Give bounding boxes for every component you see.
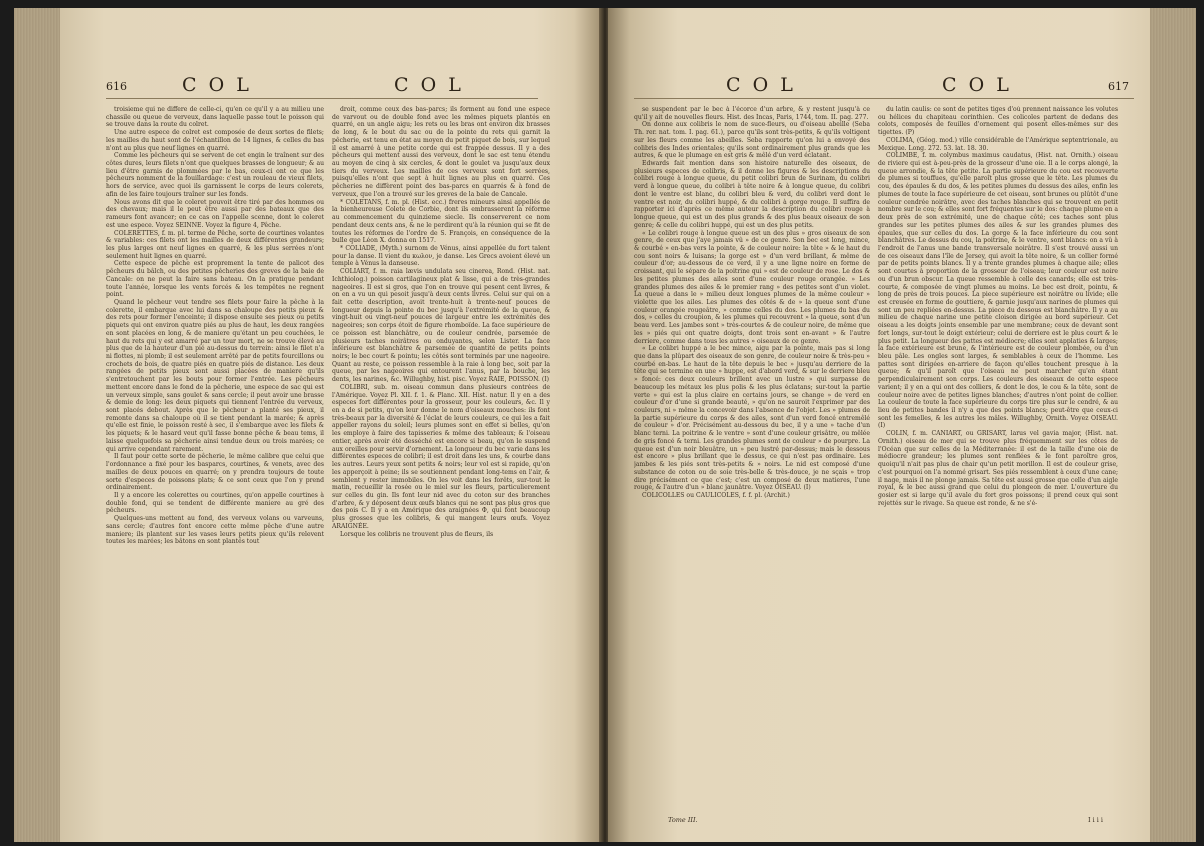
left-col1-para: Une autre espece de colret est composée de deux sortes de filets; les mailles du haut sont de l'échantillon de 14 lignes, & celles du bas n'ont au plus que neuf lignes en quarré. bbox=[106, 129, 324, 152]
left-col2-para: COLIBRI, sub. m. oiseau commun dans plusieurs contrées de l'Amérique. Voyez Pl. XII. f. 1. & Planc. XII. Hist. natur. Il y en a des especes fort différentes pour la grosseur, pour les couleurs, &c. Il y en a de si petits, qu'on leur donne le nom d'oiseaux mouches: ils font très-beaux par la diversité & l'éclat de leurs couleurs, ce qui les a fait appeller rayons du soleil; leurs plumes sont en effet si belles, qu'on les employe à faire des tapisseries & même des tableaux; & l'oiseau entier, après avoir été desséché est encore si beau, qu'on le suspend aux oreilles pour servir d'ornement. La longueur du bec varie dans les différentes especes de colibri; il est droit dans les uns, & courbe dans les autres. Leurs yeux sont petits & noirs; leur vol est si rapide, qu'on les apperçoit à peine; ils se soutiennent pendant long-tems en l'air, & semblent y rester immobiles. On les voit dans les forêts, sur-tout le matin, recueillir la rosée ou le miel sur les fleurs, particulierement sur celles du gin. Ils font leur nid avec du coton sur des branches d'arbre, & y déposent deux œufs blancs qui ne sont pas plus gros que des pois C. Il y a en Amérique des araignées Φ, qui font beaucoup plus grosses que les colibris, & qui mangent leurs œufs. Voyez ARAIGNÉE. bbox=[332, 383, 550, 530]
right-col1-para: On donne aux colibris le nom de suce-fleurs, ou d'oiseau abeille (Seba Th. rer. nat. tom. I. pag. 61.), parce qu'ils sont très-petits, & qu'ils voltigent sur les fleurs comme les abeilles. Seba rapporte qu'on lui a envoyé des colibris des Indes orientales; qu'ils sont ordinairement plus grands que les autres, & que le plumage en est gris & mêlé d'un verd éclatant. bbox=[634, 121, 870, 160]
left-page bbox=[14, 8, 602, 842]
left-col2-para: * COLETANS, f. m. pl. (Hist. ecc.) freres mineurs ainsi appellés de la bienheureuse Colete de Corbie, dont ils embrasserent la réforme au commencement du quinzieme siecle. Ils conserverent ce nom pendant deux cents ans, & ne le perdirent qu'à la réunion qui se fit de toutes les réformes de l'ordre de S. François, en conséquence de la bulle que Léon X. donna en 1517. bbox=[332, 198, 550, 245]
left-col1-para: troisieme qui ne differe de celle-ci, qu'en ce qu'il y a au milieu une chassile ou queue de verveux, dans laquelle passe tout le poisson qui se trouve dans la route du colret. bbox=[106, 106, 324, 129]
right-column-1 bbox=[634, 106, 870, 806]
book-spread bbox=[14, 8, 1196, 842]
right-col1-para: se suspendent par le bec à l'écorce d'un arbre, & y restent jusqu'à ce qu'il y ait de nouvelles fleurs. Hist. des Incas, Paris, 1744, tom. II. pag. 277. bbox=[634, 106, 870, 121]
left-col1-para: COLERETTES, f. m. pl. terme de Pêche, sorte de courtines volantes & variables: ces filets ont les mailles de deux différentes grandeurs; les plus larges ont neuf lignes en quarré, & les plus serrées n'ont seulement huit lignes en quarré. bbox=[106, 229, 324, 260]
left-col1-para: Nous avons dit que le coleret pouvoit être tiré par des hommes ou des chevaux; mais il le peut être aussi par des bateaux que des rameurs font avancer; en ce cas on l'appelle scenne, dont le coleret est une espece. Voyez SEINNE. Voyez la figure 4, Pêche. bbox=[106, 198, 324, 229]
right-col2-para: COLIMBE, f. m. colymbus maximus caudatus, (Hist. nat. Ornith.) oiseau de riviere qui est à-peu-près de la grosseur d'une oie. Il a le corps alongé, la queue arrondie, & la tête petite. La partie supérieure du cou est recouverte de plumes si touffues, qu'elle paroît plus grosse que le tête. Les plumes du cou, des épaules & du dos, & les petites plumes du dessus des ailes, enfin les plumes de toute la face supérieure de cet oiseau, sont brunes ou plûtôt d'une couleur cendrée noirâtre, avec des taches blanches qui se trouvent en petit nombre sur le cou; & elles sont fort fréquentes sur le dos: chaque plume en a deux près de son extrémité, une de chaque côté; ces taches sont plus grandes sur les petites plumes des ailes & sur les grandes plumes des épaules, que sur celles du dos. La gorge & la face inférieure du cou sont blanchâtres. Le dessus du cou, la poitrine, & le ventre, sont blancs: on a vû à l'endroit de l'anus une bande transversale noirâtre. Il s'est trouvé aussi un de ces oiseaux dans l'île de Jersey, qui avoit la tête noire, & un collier formé par de petits points blancs. Il y a trente grandes plumes à chaque aile; elles sont courtes à proportion de la grosseur de l'oiseau; leur couleur est noire ou d'un brun obscur. La queue ressemble à celle des canards; elle est très-courte, & composée de vingt plumes au moins. Le bec est droit, pointu, & long de près de trois pouces. La piece supérieure est noirâtre ou livide; elle est creusée en forme de gouttiere, & garnie jusqu'aux narines de plumes qui sont un peu repliées en-dessus. La piece du dessous est blanchâtre. Il y a au milieu de chaque narine une petite cloison dirigée au bord supérieur. Cet oiseau a les doigts joints ensemble par une membrane; ceux de devant sont fort longs, sur-tout le doigt extérieur; celui de derriere est le plus court & le plus petit. La longueur des pattes est médiocre; elles sont applaties & larges; la face extérieure est brune, & l'intérieure est de couleur plombée, ou d'un bleu pâle. Les ongles sont larges, & semblables à ceux de l'homme. Les pattes sont dirigées en-arriere de façon qu'elles touchent presque à la queue; & qu'il paroît que l'oiseau ne peut marcher qu'en étant perpendiculairement son corps. Les couleurs des oiseaux de cette espece varient; il y en a qui ont des colliers, & dont le dos, le cou & la tête, sont de couleur noire avec de petites lignes blanches; d'autres n'ont point de collier. La couleur de toute la face supérieure du corps tire plus sur le cendré, & au lieu de petites bandes il n'y a que des points blancs; peut-être que ceux-ci sont les femelles, & les autres les mâles. Willughby, Ornith. Voyez OISEAU. (I) bbox=[878, 152, 1118, 430]
left-column-2 bbox=[332, 106, 550, 832]
right-col1-para: COLICOLLES ou CAULICOLES, f. f. pl. (Archit.) bbox=[642, 491, 790, 499]
right-col2-para: du latin caulis: ce sont de petites tiges d'où prennent naissance les volutes ou hélices du chapiteau corinthien. Ces colicoles partent de dedans des colots, composés de feuilles d'ornement qui posent elles-mêmes sur des tigettes. (P) bbox=[878, 106, 1118, 137]
left-col2-para: Lorsque les colibris ne trouvent plus de fleurs, ils bbox=[340, 530, 494, 538]
left-col2-para: droit, comme ceux des bas-parcs; ils forment au fond une espece de varvout ou de double fond avec les mêmes piquets plantés en quarré, en un angle aigu; les rets ou les bras ont environ dix brasses de long, & le bout du sac ou de la pointe du rets qui garnit la pêcherie, est tenu en état au moyen du petit piquet de bois, sur lequel il est amarré à une petite corde qui est frappée dessus. Il y a des pêcheurs qui mettent aussi des verveux, dont le sac est tenu étendu au moyen de cinq à six cercles, & dont le goulet va jusqu'aux deux tiers du verveux. Les mailles de ces verveux sont fort serrées, puisqu'elles n'ont que sept à huit lignes au plus en quarré. Ces pêcheries ne diffèrent point des bas-parcs en quarrés & à fond de verveux, que l'on a trouvé sur les greves de la baie de Cancale. bbox=[332, 106, 550, 198]
right-page bbox=[608, 8, 1196, 842]
left-page-number: 616 bbox=[106, 80, 127, 93]
left-col1-para: Il faut pour cette sorte de pêcherie, le même calibre que celui que l'ordonnance a fixé pour les basparcs, courtines, & venets, avec des mailles de deux pouces en quarré; on y prendra toujours de toute sorte d'especes de poissons plats; & ce sont ceux que l'on y prend ordinairement. bbox=[106, 453, 324, 492]
left-heading-left: C O L bbox=[182, 74, 252, 96]
left-column-1 bbox=[106, 106, 324, 832]
right-page-edges bbox=[1150, 8, 1196, 842]
right-col2-para: COLIN, f. m. CANIART, ou GRISART, larus vel gavia major, (Hist. nat. Ornith.) oiseau de mer qui se trouve plus fréquemment sur les côtes de l'Océan que sur celles de la Méditerranée: il est de la taille d'une oie de médiocre grandeur; les plumes sont renflées & le font paroître gros, quoiqu'il n'ait pas plus de chair qu'un petit morillon. Il est de couleur grise, c'est pourquoi on l'a nommé grisart. Ses piés ressemblent à ceux d'une cane; il nage, mais il ne plonge jamais. Sa tête est aussi grosse que celle d'un aigle royal, & le bec aussi grand que celui du plongeon de mer. L'ouverture du gosier est si large qu'il avale du fort gros poissons; il prend ceux qui sont rejettés sur le rivage. Sa queue est ronde, & ne s'é- bbox=[878, 430, 1118, 507]
right-heading-left: C O L bbox=[726, 74, 796, 96]
left-col1-para: Quelques-uns mettent au fond, des verveux volans ou varveuns, sans cercle; d'autres font encore cette même pêche d'une autre maniere; ils plantent sur les vases leurs petits pieux qu'ils relevent toutes les marées; les bâtons en sont plantés tout bbox=[106, 515, 324, 546]
right-col1-para: Edwards fait mention dans son histoire naturelle des oiseaux, de plusieurs especes de colibris, & il donne les figures & les descriptions du colibri rouge à longue queue, du petit colibri brun de Surinam, du colibri verd à longue queue, du colibri à tête noire & à longue queue, du colibri dont le ventre est blanc, du colibri bleu & verd, du colibri verd dont le ventre est noir, du colibri huppé, & du colibri à gorge rouge. Il suffira de rapporter ici d'après ce même auteur la description du colibri rouge à longue queue, qui est un des plus grands & des plus beaux oiseaux de son genre; & celle du colibri huppé, qui est un des plus petits. bbox=[634, 160, 870, 229]
left-col1-para: Cette espece de pêche est proprement la tente de palicot des pêcheurs du bâlch, ou des petites pêcheries des greves de la baie de Cancale: on ne peut la faire sans bateau. On la pratique pendant toute l'année, lorsque les vents forcés & les tempêtes ne regnent point. bbox=[106, 260, 324, 299]
footer-tome: Tome III. bbox=[668, 816, 698, 824]
left-col2-para: * COLIADE, (Myth.) surnom de Vénus, ainsi appellée du fort talent pour la danse. Il vient du κωλον, je danse. Les Grecs avoient élevé un temple à Vénus la danseuse. bbox=[332, 244, 550, 268]
left-page-edges bbox=[14, 8, 60, 842]
right-header-rule bbox=[634, 98, 1134, 99]
right-heading-right: C O L bbox=[942, 74, 1012, 96]
left-heading-right: C O L bbox=[394, 74, 464, 96]
left-col1-para: Il y a encore les colerettes ou courtines, qu'on appelle courtines à double fond, qui se tendent de différente maniere au gré des pêcheurs. bbox=[106, 491, 324, 515]
left-col2-para: COLIART, f. m. raia lævis undulata seu cinerea, Rond. (Hist. nat. Ichthiolog.) poisson cartilagineux plat & lisse, qui a de très-grandes nageoires. Il est si gros, que l'on en trouve qui pesent cent livres, & on en a vu un qui pesoit jusqu'à deux cents livres. Celui sur qui on a fait cette description, avoit trente-huit à trente-neuf pouces de longueur depuis la pointe du bec jusqu'à l'extrémité de la queue, & vingt-huit ou vingt-neuf pouces de largeur entre les extrémités des nageoires; son corps étoit de figure rhomboïde. La face supérieure de ce poisson est blanchâtre, ou de couleur cendrée, parsemée de plusieurs taches noirâtres ou onduyantes, selon Lister. La face inférieure est blanchâtre & parsemée de quantité de petits points noirs; le bec court & pointu; les côtés sont terminés par une nageoire. Quant au reste, ce poisson ressemble à la raie à long bec, soit par la queue, par les nageoires qui entourent l'anus, par la bouche, les dents, les narines, &c. Willughby, hist. pisc. Voyez RAIE, POISSON. (I) bbox=[332, 268, 550, 384]
right-page-number: 617 bbox=[1108, 80, 1129, 93]
right-col1-para: « Le colibri rouge à longue queue est un des plus » gros oiseaux de son genre, de ceux que j'aye jamais vû » de ce genre. Son bec est long, mince, & courbé » en-bas vers la pointe, & de couleur noire: la tête » & le haut du cou sont noirs & luisans; la gorge est » d'un verd brillant, & même de couleur d'or; au-dessous de ce verd, il y a une ligne noire en forme de croissant, qui le sépare de la poitrine qui » est de couleur de rose. Le dos & les petites plumes des ailes sont d'une couleur rouge orangée. » Les grandes plumes des ailes & le premier rang » des petites sont d'un violet. La queue a dans le » milieu deux longues plumes de la même couleur » violette que les ailes. Les plumes des côtés & de » la queue sont d'une couleur orangée rougeâtre, » comme celles du dos. Les plumes du bas du dos, » celles du croupion, & les plumes qui recouvrent » la queue, sont d'un beau verd. Les jambes sont » très-courtes & de couleur noire, de même que les » piés qui ont quatre doigts, dont trois sont en-avant » & l'autre derriere, comme dans tous les autres » oiseaux de ce genre. bbox=[634, 229, 870, 345]
left-col1-para: Quand le pêcheur veut tendre ses filets pour faire la pêche à la colerette, il embarque avec lui dans sa chaloupe des petits pieux & des rets pour former l'enceinte; il dispose ensuite ses pieux ou petits piquets qui ont environ quatre piés au plus de haut, les deux rangées en sont placées en long, & de maniere qu'étant un peu couchées, le haut du rets qui y est amarré par un tour mort, ne se trouve élevé au plus que de la hauteur d'un pié au-dessus du terrein: ainsi le filet n'a ni flottes, ni plomb; il est seulement arrêté par de petits fourcillons ou crochets de bois, de quatre piés en quatre piés de distance. Les deux rangées de petits pieux sont aussi placées de maniere qu'ils s'entretouchent par les bouts pour former l'entrée. Les pêcheurs mettent encore dans le fond de la pêcherie, une espece de sac qui est un verveux simple, sans goulet & sans cercle; il peut avoir une brasse & demie de long: les deux piquets qui tiennent l'entrée du verveux, sont placés debout. Après que le pêcheur a planté ses pieux, il remonte dans sa chaloupe où il se tient pendant la marée; & après qu'elle est finie, le poisson resté à sec, il s'embarque avec les filets & les piquets; & le hasard veut qu'il fasse bonne pêche & beau tems, il laisse quelquefois sa pêcherie ainsi tendue deux ou trois marées; ce qui arrive cependant rarement. bbox=[106, 298, 324, 453]
left-header-rule bbox=[106, 98, 538, 99]
right-column-2 bbox=[878, 106, 1118, 832]
right-col1-para: « Le colibri huppé a le bec mince, aigu par la pointe, mais pas si long que dans la plûpart des oiseaux de son genre, de couleur noire & très-peu » courbé en-bas. Le haut de la tête depuis le bec » jusqu'au derriere de la tête qui se termine en une » huppe, est d'abord verd, & sur le derriere bleu » foncé: ces deux couleurs brillent avec un lustre » qui surpasse de beaucoup les métaux les plus polis & les plus éclatans; sur-tout la partie verte » qui est la plus claire en certains jours, se change » de verd en couleur d'or d'une si grande beauté, » qu'on ne sauroit l'exprimer par des couleurs, ni » même la concevoir dans l'absence de l'objet. Les » plumes de la partie supérieure du corps & des ailes, sont d'un verd foncé entremêlé de couleur » d'or. Précisément au-dessous du bec, il y a une » tache d'un blanc terni. La poitrine & le ventre » sont d'une couleur grisâtre, ou mêlée de gris foncé & terni. Les grandes plumes sont de couleur » de pourpre. La queue est d'un noir bleuâtre, un » peu lustré par-dessus; mais le dessous est encore » plus brillant que le dessus, ce qui n'est pas ordinaire. Les jambes & les piés sont très-petits & » noirs. Le nid est composé d'une substance de coton ou de soie très-belle & très-douce, je ne sçais » trop dire précisément ce que c'est; c'est un composé de deux matieres, l'une rouge, & l'autre d'un » blanc jaunâtre. Voyez OISEAU. (I) bbox=[634, 345, 870, 492]
right-col2-para: COLIMA, (Géog. mod.) ville considérable de l'Amérique septentrionale, au Mexique. Long. 272. 53. lat. 18. 30. bbox=[878, 136, 1118, 152]
left-col1-para: Comme les pêcheurs qui se servent de cet engin le traînent sur des côtes dures, leurs filets n'ont que quelques brasses de longueur; & au lieu d'être garnis de plommées par le bas, ceux-ci ont ce que les pêcheurs nomment de la fouillardage: c'est un rouleau de vieux filets, hors de service, avec quoi ils garnissent le corps de leurs colerets, afin de les faire toujours traîner sur les fonds. bbox=[106, 152, 324, 198]
footer-signature: I i i i bbox=[1088, 816, 1104, 824]
